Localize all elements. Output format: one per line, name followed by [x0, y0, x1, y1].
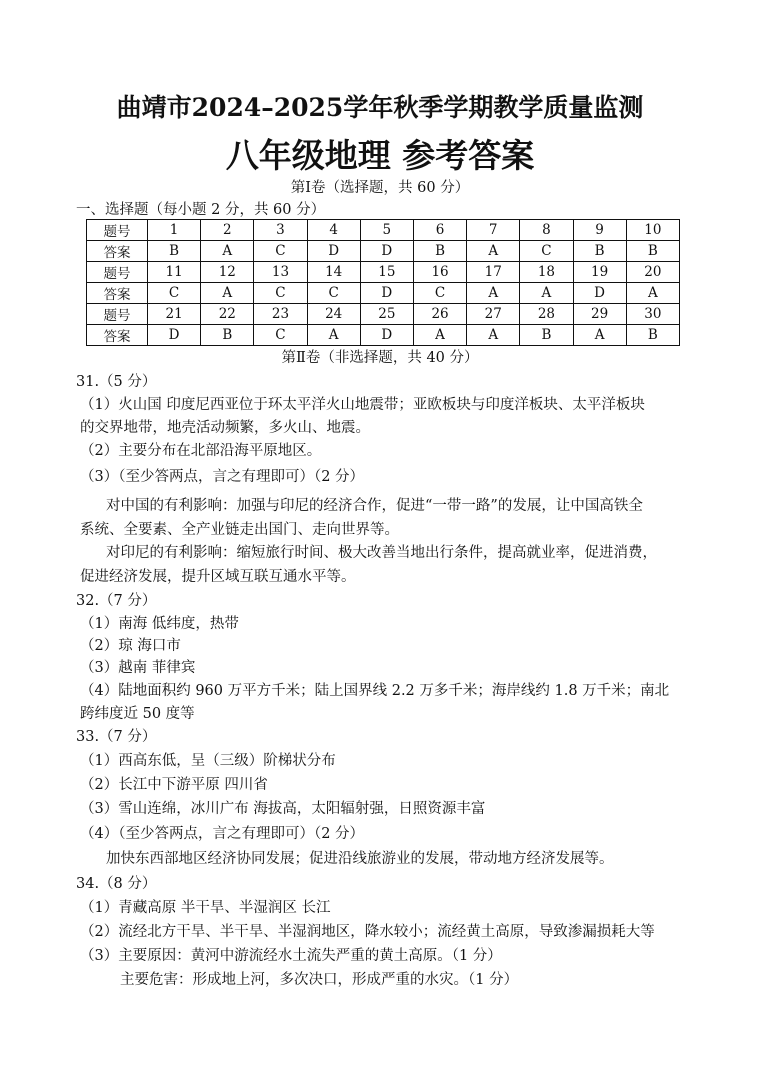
table-cell: A — [413, 325, 466, 346]
q31-answer-2: （2）主要分布在北部沿海平原地区。 — [80, 443, 322, 459]
table-cell: 13 — [254, 262, 307, 283]
table-cell: 16 — [413, 262, 466, 283]
table-cell: D — [360, 325, 413, 346]
table-cell: 6 — [413, 220, 466, 241]
table-cell: 5 — [360, 220, 413, 241]
table-cell: B — [201, 325, 254, 346]
table-cell: A — [467, 241, 520, 262]
answer-table — [86, 219, 680, 346]
table-row — [87, 262, 680, 283]
table-cell: 17 — [467, 262, 520, 283]
q34-answer-2: （2）流经北方干旱、半干旱、半湿润地区，降水较小；流经黄土高原，导致渗漏损耗大等 — [80, 924, 655, 940]
q33-heading: 33.（7 分） — [76, 729, 157, 745]
table-cell: B — [413, 241, 466, 262]
section1-heading: 一、选择题（每小题 2 分，共 60 分） — [76, 202, 326, 218]
row-head: 答案 — [87, 283, 148, 304]
row-head: 答案 — [87, 325, 148, 346]
table-cell: 20 — [626, 262, 679, 283]
row-head: 题号 — [87, 220, 148, 241]
part1-heading: 第Ⅰ卷（选择题，共 60 分） — [290, 180, 470, 196]
q32-answer-4-line2: 跨纬度近 50 度等 — [80, 706, 195, 722]
q33-answer-3: （3）雪山连绵，冰川广布 海拔高，太阳辐射强，日照资源丰富 — [80, 801, 486, 817]
table-cell: D — [573, 283, 626, 304]
table-cell: B — [626, 241, 679, 262]
table-cell: C — [520, 241, 573, 262]
table-row — [87, 304, 680, 325]
table-cell: 4 — [307, 220, 360, 241]
q32-answer-2: （2）琼 海口市 — [80, 638, 181, 654]
table-cell: 8 — [520, 220, 573, 241]
table-cell: 19 — [573, 262, 626, 283]
q33-answer-2: （2）长江中下游平原 四川省 — [80, 777, 268, 793]
table-cell: D — [307, 241, 360, 262]
q34-answer-3-harm: 主要危害：形成地上河，多次决口，形成严重的水灾。（1 分） — [120, 972, 519, 988]
table-cell: 2 — [201, 220, 254, 241]
table-cell: A — [467, 325, 520, 346]
table-cell: 10 — [626, 220, 679, 241]
table-cell: B — [573, 241, 626, 262]
q31-china-impact-line1: 对中国的有利影响：加强与印尼的经济合作，促进“一带一路”的发展，让中国高铁全 — [106, 498, 643, 514]
table-cell: B — [520, 325, 573, 346]
table-cell: 26 — [413, 304, 466, 325]
answer-key-title: 八年级地理 参考答案 — [225, 136, 535, 175]
row-head: 答案 — [87, 241, 148, 262]
table-cell: 14 — [307, 262, 360, 283]
row-head: 题号 — [87, 262, 148, 283]
table-cell: 23 — [254, 304, 307, 325]
table-cell: 7 — [467, 220, 520, 241]
table-cell: 24 — [307, 304, 360, 325]
table-cell: C — [254, 241, 307, 262]
table-cell: C — [148, 283, 201, 304]
q32-heading: 32.（7 分） — [76, 593, 157, 609]
exam-title: 曲靖市2024–2025学年秋季学期教学质量监测 — [116, 93, 644, 122]
table-row — [87, 325, 680, 346]
table-cell: D — [360, 241, 413, 262]
table-cell: A — [573, 325, 626, 346]
table-cell: A — [467, 283, 520, 304]
table-cell: 1 — [148, 220, 201, 241]
table-cell: A — [626, 283, 679, 304]
q32-answer-1: （1）南海 低纬度，热带 — [80, 616, 239, 632]
table-cell: C — [254, 283, 307, 304]
q31-heading: 31.（5 分） — [76, 374, 157, 390]
q33-answer-4: （4）（至少答两点，言之有理即可）（2 分） — [80, 826, 365, 842]
table-cell: C — [254, 325, 307, 346]
q33-answer-1: （1）西高东低，呈（三级）阶梯状分布 — [80, 753, 336, 769]
q31-answer-1-line1: （1）火山国 印度尼西亚位于环太平洋火山地震带；亚欧板块与印度洋板块、太平洋板块 — [80, 397, 645, 413]
table-cell: D — [148, 325, 201, 346]
table-cell: 25 — [360, 304, 413, 325]
table-cell: 30 — [626, 304, 679, 325]
q31-answer-1-line2: 的交界地带，地壳活动频繁，多火山、地震。 — [80, 420, 370, 436]
table-cell: 3 — [254, 220, 307, 241]
table-cell: 29 — [573, 304, 626, 325]
q34-answer-3: （3）主要原因：黄河中游流经水土流失严重的黄土高原。（1 分） — [80, 948, 502, 964]
table-cell: D — [360, 283, 413, 304]
table-row — [87, 283, 680, 304]
table-cell: 21 — [148, 304, 201, 325]
table-cell: 15 — [360, 262, 413, 283]
table-cell: 12 — [201, 262, 254, 283]
table-cell: A — [201, 241, 254, 262]
table-cell: A — [307, 325, 360, 346]
table-cell: 27 — [467, 304, 520, 325]
table-cell: B — [148, 241, 201, 262]
table-cell: C — [307, 283, 360, 304]
table-cell: 28 — [520, 304, 573, 325]
q31-indonesia-impact-line2: 促进经济发展，提升区域互联互通水平等。 — [80, 569, 356, 585]
q34-heading: 34.（8 分） — [76, 876, 157, 892]
q31-indonesia-impact-line1: 对印尼的有利影响：缩短旅行时间、极大改善当地出行条件，提高就业率，促进消费， — [106, 545, 657, 561]
table-cell: 22 — [201, 304, 254, 325]
row-head: 题号 — [87, 304, 148, 325]
table-cell: A — [520, 283, 573, 304]
table-cell: 9 — [573, 220, 626, 241]
table-cell: A — [201, 283, 254, 304]
q33-answer-4-content: 加快东西部地区经济协同发展；促进沿线旅游业的发展，带动地方经济发展等。 — [106, 851, 614, 867]
table-row — [87, 220, 680, 241]
table-row — [87, 241, 680, 262]
table-cell: 18 — [520, 262, 573, 283]
part2-heading: 第Ⅱ卷（非选择题，共 40 分） — [281, 350, 479, 366]
q32-answer-4-line1: （4）陆地面积约 960 万平方千米；陆上国界线 2.2 万多千米；海岸线约 1.8 万千米；南北 — [80, 683, 670, 699]
q32-answer-3: （3）越南 菲律宾 — [80, 660, 196, 676]
table-cell: 11 — [148, 262, 201, 283]
q31-china-impact-line2: 系统、全要素、全产业链走出国门、走向世界等。 — [80, 522, 399, 538]
q31-answer-3: （3）（至少答两点，言之有理即可）（2 分） — [80, 469, 365, 485]
table-cell: C — [413, 283, 466, 304]
table-cell: B — [626, 325, 679, 346]
q34-answer-1: （1）青藏高原 半干旱、半湿润区 长江 — [80, 900, 331, 916]
